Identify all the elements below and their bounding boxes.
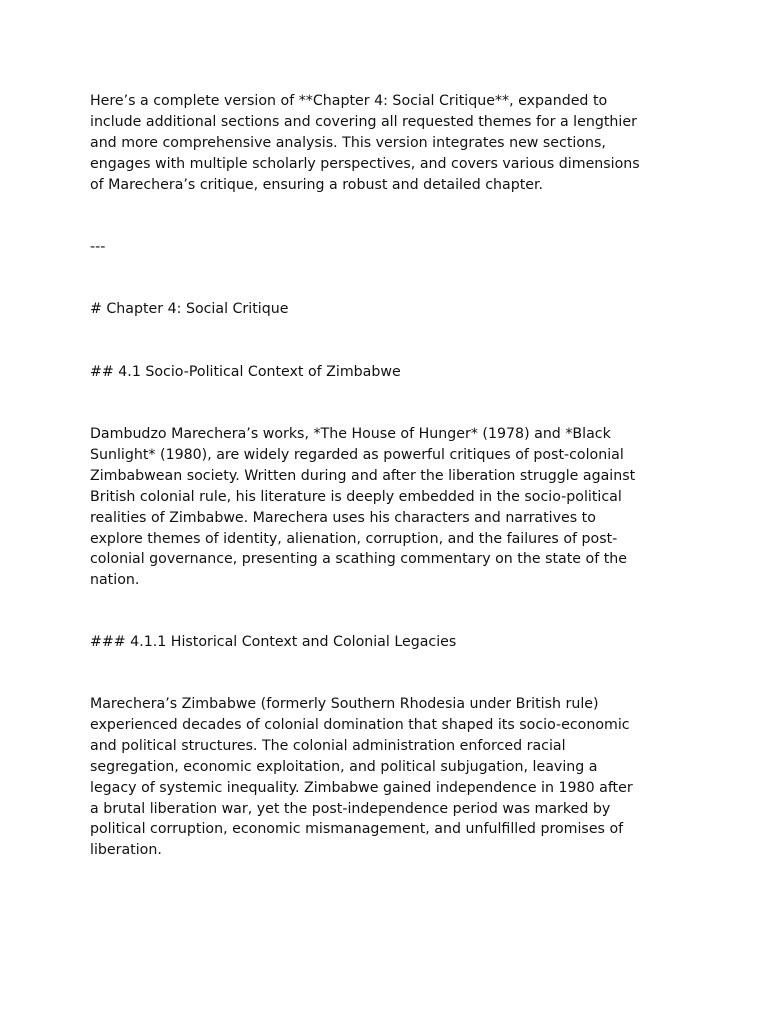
chapter-heading xyxy=(90,299,700,320)
section-paragraph xyxy=(90,424,700,591)
text-line: Dambudzo Marechera’s works, *The House of Hunger* (1978) and *Black xyxy=(90,426,611,442)
separator-text: --- xyxy=(90,239,106,255)
section-heading-text: ## 4.1 Socio-Political Context of Zimbabwe xyxy=(90,364,401,380)
text-line: segregation, economic exploitation, and political subjugation, leaving a xyxy=(90,758,598,775)
text-line: of Marechera’s critique, ensuring a robust and detailed chapter. xyxy=(90,176,544,193)
subsection-heading xyxy=(90,632,700,653)
text-line: British colonial rule, his literature is deeply embedded in the socio-political xyxy=(90,488,622,505)
text-line: include additional sections and covering all requested themes for a lengthier xyxy=(90,113,637,130)
text-line: legacy of systemic inequality. Zimbabwe gained independence in 1980 after xyxy=(90,779,633,796)
subsection-heading-text: ### 4.1.1 Historical Context and Colonial Legacies xyxy=(90,634,457,650)
chapter-heading-text: # Chapter 4: Social Critique xyxy=(90,301,289,317)
text-line: colonial governance, presenting a scathing commentary on the state of the xyxy=(90,551,628,568)
text-line: political corruption, economic mismanagement, and unfulfilled promises of xyxy=(90,821,624,838)
text-line: Sunlight* (1980), are widely regarded as powerful critiques of post-colonial xyxy=(90,446,624,463)
intro-paragraph xyxy=(90,91,700,196)
text-line: a brutal liberation war, yet the post-independence period was marked by xyxy=(90,800,611,817)
text-line: Zimbabwean society. Written during and after the liberation struggle against xyxy=(90,467,636,484)
separator xyxy=(90,237,700,258)
text-line: Marechera’s Zimbabwe (formerly Southern Rhodesia under British rule) xyxy=(90,696,599,712)
subsection-paragraph xyxy=(90,694,700,861)
text-line: realities of Zimbabwe. Marechera uses his characters and narratives to xyxy=(90,509,596,526)
text-line: liberation. xyxy=(90,842,162,859)
text-line: explore themes of identity, alienation, corruption, and the failures of post- xyxy=(90,530,618,547)
text-line: nation. xyxy=(90,572,140,589)
text-line: and political structures. The colonial administration enforced racial xyxy=(90,737,566,754)
text-line: experienced decades of colonial domination that shaped its socio-economic xyxy=(90,716,630,733)
document-page xyxy=(90,0,700,1024)
text-line: Here’s a complete version of **Chapter 4: Social Critique**, expanded to xyxy=(90,93,608,109)
text-line: engages with multiple scholarly perspectives, and covers various dimensions xyxy=(90,155,640,172)
section-heading xyxy=(90,362,700,383)
text-line: and more comprehensive analysis. This version integrates new sections, xyxy=(90,134,606,151)
